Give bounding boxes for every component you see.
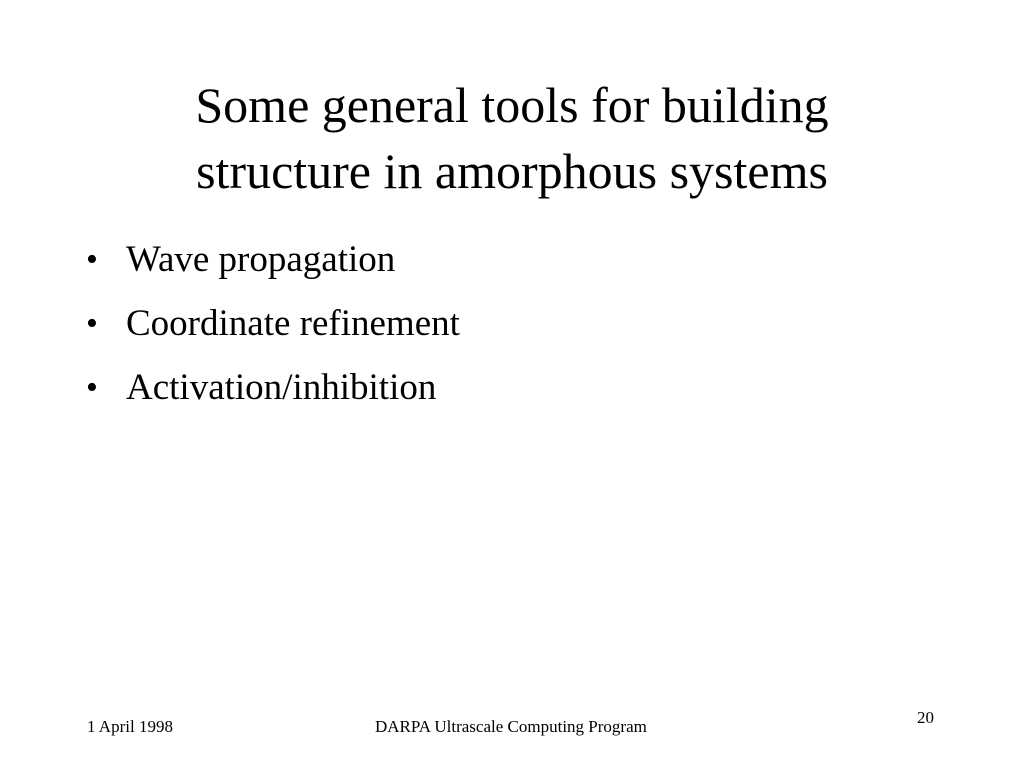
bullet-icon: • — [86, 305, 98, 342]
slide-title-line-2: structure in amorphous systems — [196, 143, 828, 199]
bullet-icon: • — [86, 369, 98, 406]
page-number: 20 — [917, 708, 934, 727]
bullet-list — [86, 228, 460, 420]
slide-title-line-1: Some general tools for building — [195, 77, 829, 133]
bullet-item — [86, 292, 460, 356]
footer-date: 1 April 1998 — [87, 717, 173, 736]
bullet-text: Activation/inhibition — [126, 367, 437, 408]
bullet-text: Coordinate refinement — [126, 303, 460, 344]
footer-program: DARPA Ultrascale Computing Program — [375, 717, 647, 736]
bullet-item — [86, 228, 460, 292]
slide-title — [62, 72, 962, 204]
bullet-item — [86, 356, 460, 420]
bullet-text: Wave propagation — [126, 239, 396, 280]
bullet-icon: • — [86, 241, 98, 278]
